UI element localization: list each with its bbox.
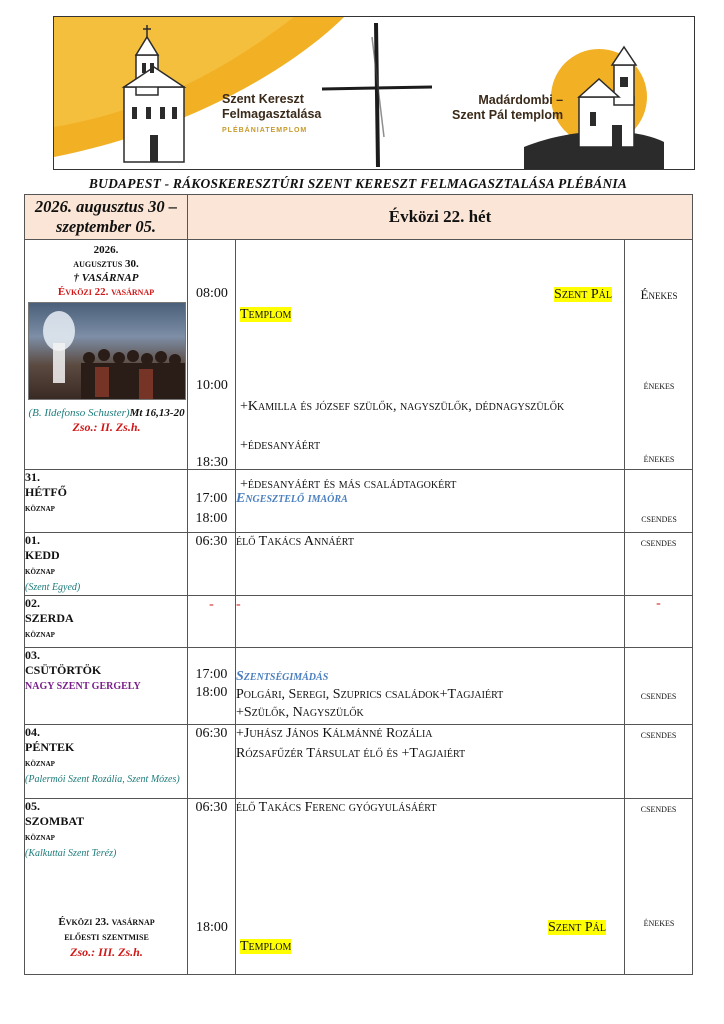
tuesday-saint: (Szent Egyed) <box>25 582 81 593</box>
sunday-note-1: Énekes <box>640 287 678 302</box>
thursday-name: CSÜTÖRTÖK <box>25 663 102 677</box>
monday-intentions <box>236 470 625 533</box>
saturday-notes <box>625 799 693 975</box>
monday-note: csendes <box>641 511 677 525</box>
sunday-name: † VASÁRNAP <box>73 272 139 284</box>
monday-notes <box>625 470 693 533</box>
thursday-intention-2: Polgári, Seregi, Szuprics családok+Tagjaiért <box>236 687 504 702</box>
monday-time-1: 17:00 <box>195 491 228 506</box>
right-logo-line1: Madárdombi – <box>478 93 564 107</box>
thursday-intentions <box>236 648 625 725</box>
wednesday-intention: - <box>236 597 241 612</box>
day-row-monday <box>25 470 693 533</box>
wednesday-name: SZERDA <box>25 611 74 625</box>
thursday-notes <box>625 648 693 725</box>
friday-note: csendes <box>640 727 677 741</box>
thursday-time-1: 17:00 <box>195 667 228 682</box>
week-title: Évközi 22. hét <box>188 195 693 240</box>
right-logo-text <box>452 93 563 123</box>
wednesday-note: - <box>656 596 661 611</box>
saturday-times <box>188 799 236 975</box>
day-row-tuesday <box>25 533 693 596</box>
sunday-times <box>188 240 236 470</box>
day-row-friday <box>25 725 693 799</box>
sunday-intention-3: +édesanyáért és más családtagokért <box>240 477 457 492</box>
monday-times <box>188 470 236 533</box>
left-logo-sub: PLÉBÁNIATEMPLOM <box>222 127 308 134</box>
friday-times <box>188 725 236 799</box>
friday-intention-2: Rózsafűzér Társulat élő és +Tagjaiért <box>236 746 466 761</box>
friday-time-1: 06:30 <box>195 726 228 741</box>
day-row-wednesday <box>25 596 693 648</box>
monday-time-2: 18:00 <box>195 511 228 526</box>
saturday-num: 05. <box>25 799 40 813</box>
tuesday-time-1: 06:30 <box>195 534 228 549</box>
saturday-note-1: csendes <box>640 801 677 815</box>
sunday-year: 2026. <box>93 244 119 256</box>
sunday-feast: Évközi 22. vasárnap <box>57 286 155 298</box>
sunday-reading: Mt 16,13-20 <box>129 407 185 419</box>
tuesday-num: 01. <box>25 533 40 547</box>
day-cell-friday <box>25 725 188 799</box>
friday-name: PÉNTEK <box>25 740 75 754</box>
day-cell-monday <box>25 470 188 533</box>
saturday-name: SZOMBAT <box>25 814 85 828</box>
day-row-saturday <box>25 799 693 975</box>
saturday-time-1: 06:30 <box>195 800 228 815</box>
saturday-intention-1: élő Takács Ferenc gyógyulásáért <box>236 800 437 815</box>
sunday-intentions <box>236 240 625 492</box>
sunday-time-2: 10:00 <box>196 378 228 393</box>
sunday-note-3: énekes <box>643 451 675 465</box>
saturday-note-2: énekes <box>643 915 675 929</box>
thursday-note: csendes <box>640 688 677 702</box>
banner-graphic <box>54 17 664 170</box>
day-cell-sunday <box>25 240 188 470</box>
day-row-thursday <box>25 648 693 725</box>
thursday-time-2: 18:00 <box>195 685 228 700</box>
right-logo-line2: Szent Pál templom <box>452 108 564 122</box>
schedule-table <box>24 194 693 975</box>
monday-intention: Engesztelő imaóra <box>236 491 348 506</box>
saturday-kind: köznap <box>25 832 55 843</box>
tuesday-intentions <box>236 533 625 596</box>
thursday-intention-1: Szentségimádás <box>236 669 329 684</box>
sunday-time-3: 18:30 <box>196 455 228 470</box>
sunday-time-1: 08:00 <box>196 286 228 301</box>
sunday-place: Szent Pál <box>554 287 612 302</box>
header-row <box>25 195 693 240</box>
date-range: 2026. augusztus 30 – szeptember 05. <box>25 195 188 240</box>
wednesday-times <box>188 596 236 648</box>
tuesday-note: csendes <box>640 535 677 549</box>
saturday-place: Szent Pál <box>548 920 606 935</box>
day-cell-tuesday <box>25 533 188 596</box>
day-cell-wednesday <box>25 596 188 648</box>
monday-kind: köznap <box>25 503 55 514</box>
monday-num: 31. <box>25 470 40 484</box>
saturday-intentions <box>236 799 625 975</box>
thursday-num: 03. <box>25 648 40 662</box>
day-row-sunday <box>25 240 693 470</box>
sunday-place-2: Templom <box>240 307 292 322</box>
friday-num: 04. <box>25 725 40 739</box>
tuesday-name: KEDD <box>25 548 60 562</box>
day-cell-saturday <box>25 799 188 975</box>
sunday-psalter: Zso.: II. Zs.h. <box>72 420 141 434</box>
wednesday-notes <box>625 596 693 648</box>
wednesday-time-1: - <box>209 597 214 612</box>
sunday-note-2: énekes <box>643 378 675 392</box>
sunday-image-caption: (B. Ildefonso Schuster) <box>28 407 130 419</box>
saturday-saint: (Kalkuttai Szent Teréz) <box>25 848 117 859</box>
wednesday-intentions <box>236 596 625 648</box>
parish-title: BUDAPEST - RÁKOSKERESZTÚRI SZENT KERESZT FELMAGASZTALÁSA PLÉBÁNIA <box>88 176 628 191</box>
sunday-intention-2: +édesanyáért <box>240 438 321 453</box>
header-banner <box>53 16 695 170</box>
wednesday-num: 02. <box>25 596 40 610</box>
sunday-notes <box>625 240 693 470</box>
day-cell-thursday <box>25 648 188 725</box>
friday-kind: köznap <box>25 758 55 769</box>
friday-notes <box>625 725 693 799</box>
vigil-mass: előesti szentmise <box>64 931 149 943</box>
saturday-psalter: Zso.: III. Zs.h. <box>70 945 143 959</box>
saturday-place-2: Templom <box>240 939 292 954</box>
monday-name: HÉTFŐ <box>25 485 68 499</box>
thursday-intention-3: +Szülők, Nagyszülők <box>236 705 364 720</box>
saturday-time-2: 18:00 <box>196 920 228 935</box>
friday-intention-1: +Juhász János Kálmánné Rozália <box>236 726 433 741</box>
tuesday-kind: köznap <box>25 566 55 577</box>
next-sunday: Évközi 23. vasárnap <box>58 916 155 928</box>
sunday-intention-1: +Kamilla és józsef szülők, nagyszülők, dédnagyszülők <box>240 399 565 414</box>
sunday-date: augusztus 30. <box>73 258 139 270</box>
tuesday-notes <box>625 533 693 596</box>
left-logo-line1: Szent Kereszt <box>222 92 304 106</box>
friday-saint: (Palermói Szent Rozália, Szent Mózes) <box>25 774 180 785</box>
wednesday-kind: köznap <box>25 629 55 640</box>
friday-intentions <box>236 725 625 799</box>
left-logo-line2: Felmagasztalása <box>222 107 322 121</box>
gospel-painting <box>28 302 186 400</box>
thursday-times <box>188 648 236 725</box>
left-logo-text <box>222 92 321 122</box>
thursday-saint: NAGY SZENT GERGELY <box>25 681 141 692</box>
tuesday-times <box>188 533 236 596</box>
tuesday-intention: élő Takács Annáért <box>236 534 354 549</box>
